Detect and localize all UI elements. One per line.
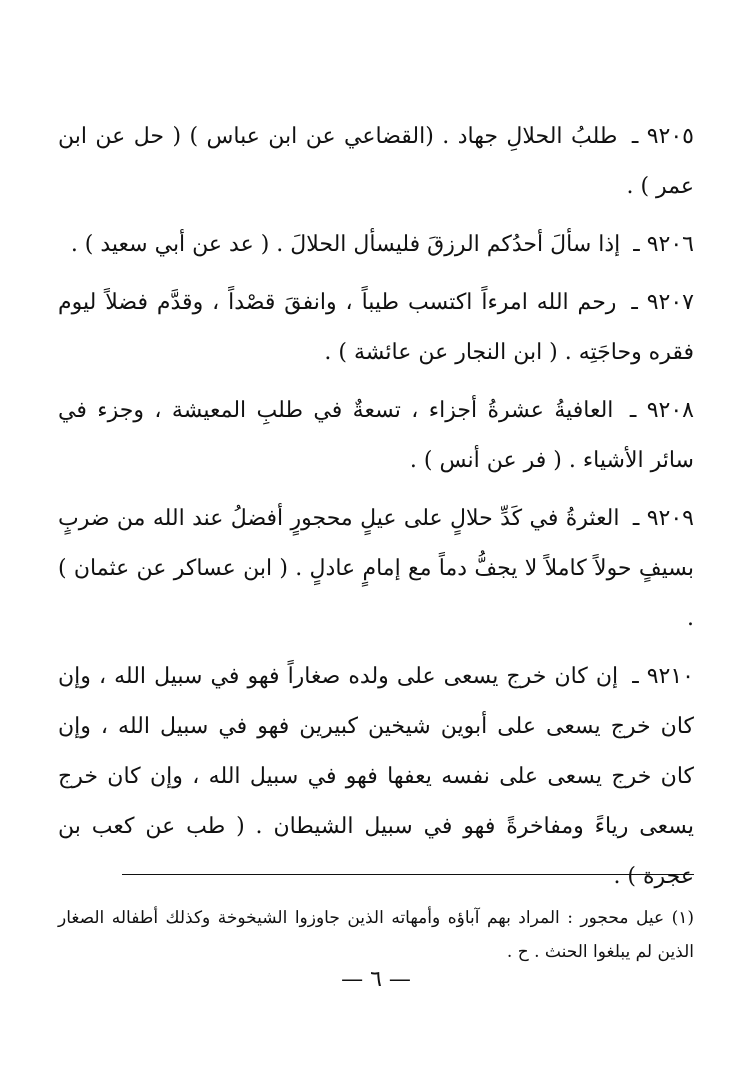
hadith-number: ٩٢٠٩ ـ (632, 506, 694, 531)
hadith-text: إن كان خرج يسعى على ولده صغاراً فهو في سبيل الله ، وإن كان خرج يسعى على أبوين شيخين كبيرين فهو في سبيل الله ، وإن كان خرج يسعى على نفسه يعفها فهو في سبيل الله ، وإن كان خرج يسعى رياءً ومفاخرةً فهو في سبيل الشيطان . ( طب عن كعب بن عجرة ) . (58, 664, 694, 889)
hadith-number: ٩٢٠٥ ـ (631, 124, 694, 149)
hadith-entry-9210 (58, 652, 694, 902)
hadith-entry-9205 (58, 112, 694, 212)
hadith-list (58, 112, 694, 910)
hadith-number: ٩٢٠٦ ـ (633, 232, 694, 257)
hadith-text: إذا سألَ أحدُكم الرزقَ فليسأل الحلالَ . ( عد عن أبي سعيد ) . (70, 232, 621, 257)
hadith-entry-9208 (58, 386, 694, 486)
hadith-entry-9206 (58, 220, 694, 270)
hadith-entry-9207 (58, 278, 694, 378)
footnote: (١) عيل محجور : المراد بهم آباؤه وأمهاته الذين جاوزوا الشيخوخة وكذلك أطفاله الصغار الذين لم يبلغوا الحنث . ح . (58, 908, 694, 962)
hadith-entry-9209 (58, 494, 694, 644)
hadith-text: طلبُ الحلالِ جهاد . (القضاعي عن ابن عباس ) ( حل عن ابن عمر ) . (58, 124, 694, 199)
hadith-number: ٩٢١٠ ـ (632, 664, 694, 689)
hadith-text: العافيةُ عشرةُ أجزاء ، تسعةٌ في طلبِ المعيشة ، وجزء في سائر الأشياء . ( فر عن أنس ) . (58, 398, 694, 473)
hadith-text: العثرةُ في كَدِّ حلالٍ على عيلٍ محجورٍ أفضلُ عند الله من ضربٍ بسيفٍ حولاً كاملاً لا يجفُّ دماً مع إمامٍ عادلٍ . ( ابن عساكر عن عثمان ) . (58, 506, 694, 631)
hadith-number: ٩٢٠٧ ـ (631, 290, 694, 315)
hadith-text: رحم الله امرءاً اكتسب طيباً ، وانفقَ قصْداً ، وقدَّم فضلاً ليوم فقره وحاجَتِه . ( ابن النجار عن عائشة ) . (58, 290, 694, 365)
footnote-divider (122, 874, 694, 875)
hadith-number: ٩٢٠٨ ـ (629, 398, 694, 423)
page-number: — ٦ — (341, 967, 411, 992)
